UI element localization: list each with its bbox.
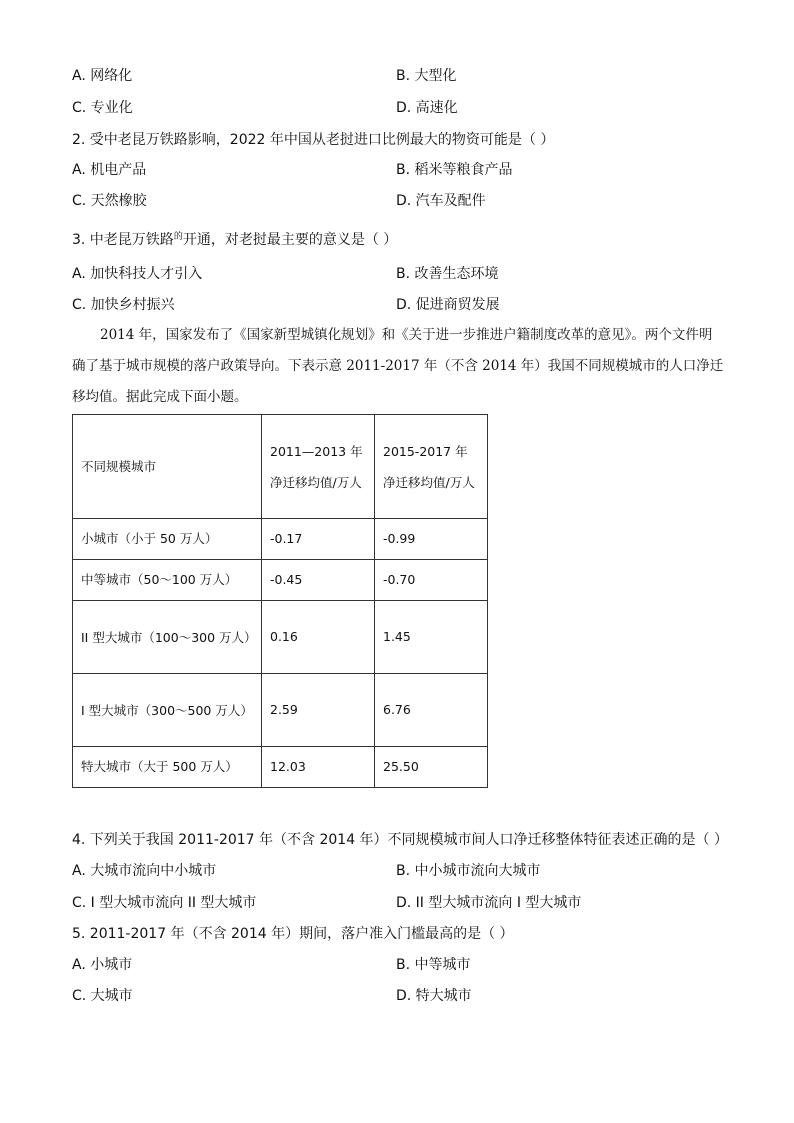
q2-option-c[interactable]: C. 天然橡胶	[72, 193, 147, 209]
q1-option-c[interactable]: C. 专业化	[72, 100, 133, 116]
migration-table	[72, 414, 488, 788]
city-name: 中等城市（50～100 万人）	[73, 560, 262, 601]
value-2015-2017: -0.70	[375, 560, 488, 601]
q5-option-b[interactable]: B. 中等城市	[396, 957, 471, 973]
table-row	[73, 519, 488, 560]
table-header-row	[73, 415, 488, 519]
q3-option-a[interactable]: A. 加快科技人才引入	[72, 266, 203, 282]
q5-option-row-2	[72, 984, 732, 1008]
q1-option-a[interactable]: A. 网络化	[72, 68, 133, 84]
q1-option-b[interactable]: B. 大型化	[396, 68, 457, 84]
q2-option-a[interactable]: A. 机电产品	[72, 162, 147, 178]
value-2015-2017: -0.99	[375, 519, 488, 560]
table-row	[73, 674, 488, 747]
q4-option-c[interactable]: C. I 型大城市流向 II 型大城市	[72, 895, 257, 911]
header-2011-2013: 2011—2013 年净迁移均值/万人	[262, 415, 375, 519]
q3-stem-start: 3. 中老昆万铁路	[72, 232, 174, 248]
q4-stem: 4. 下列关于我国 2011-2017 年（不含 2014 年）不同规模城市间人口净迁移整体特征表述正确的是（ ）	[72, 832, 728, 848]
q4-option-row-2	[72, 891, 732, 915]
q2-option-row-1	[72, 158, 732, 182]
q3-option-c[interactable]: C. 加快乡村振兴	[72, 297, 175, 313]
city-name: 小城市（小于 50 万人）	[73, 519, 262, 560]
q3-option-d[interactable]: D. 促进商贸发展	[396, 297, 500, 313]
q2-option-b[interactable]: B. 稻米等粮食产品	[396, 162, 513, 178]
passage-line-3: 移均值。据此完成下面小题。	[72, 389, 248, 405]
q2-option-d[interactable]: D. 汽车及配件	[396, 193, 486, 209]
q2-option-row-2	[72, 189, 732, 213]
q5-option-row-1	[72, 953, 732, 977]
q4-option-b[interactable]: B. 中小城市流向大城市	[396, 863, 541, 879]
table-row	[73, 747, 488, 788]
value-2015-2017: 25.50	[375, 747, 488, 788]
q3-option-row-2	[72, 293, 732, 317]
value-2011-2013: -0.17	[262, 519, 375, 560]
passage-line-2: 确了基于城市规模的落户政策导向。下表示意 2011-2017 年（不含 2014 年）我国不同规模城市的人口净迁	[72, 358, 724, 374]
passage	[72, 320, 732, 413]
passage-line-1: 2014 年，国家发布了《国家新型城镇化规划》和《关于进一步推进户籍制度改革的意见》。两个文件明	[100, 327, 713, 343]
header-2015-2017: 2015-2017 年净迁移均值/万人	[375, 415, 488, 519]
city-name: I 型大城市（300～500 万人）	[73, 674, 262, 747]
q5-option-c[interactable]: C. 大城市	[72, 988, 133, 1004]
value-2015-2017: 1.45	[375, 601, 488, 674]
q1-option-row-1	[72, 64, 732, 88]
q4-option-row-1	[72, 859, 732, 883]
q3-stem-end: 开通，对老挝最主要的意义是（ ）	[182, 232, 398, 248]
table-row	[73, 560, 488, 601]
city-name: 特大城市（大于 500 万人）	[73, 747, 262, 788]
q3-option-row-1	[72, 262, 732, 286]
q2-stem: 2. 受中老昆万铁路影响，2022 年中国从老挝进口比例最大的物资可能是（ ）	[72, 132, 555, 148]
q5-option-d[interactable]: D. 特大城市	[396, 988, 472, 1004]
q4-option-d[interactable]: D. II 型大城市流向 I 型大城市	[396, 895, 582, 911]
header-city-scale: 不同规模城市	[73, 415, 262, 519]
q1-option-d[interactable]: D. 高速化	[396, 100, 458, 116]
q5-stem: 5. 2011-2017 年（不含 2014 年）期间，落户准入门槛最高的是（ ）	[72, 926, 514, 942]
value-2011-2013: 2.59	[262, 674, 375, 747]
q5-option-a[interactable]: A. 小城市	[72, 957, 133, 973]
value-2011-2013: -0.45	[262, 560, 375, 601]
q3-stem-superscript: 的	[173, 232, 183, 242]
value-2011-2013: 0.16	[262, 601, 375, 674]
q4-option-a[interactable]: A. 大城市流向中小城市	[72, 863, 217, 879]
city-name: II 型大城市（100～300 万人）	[73, 601, 262, 674]
q1-option-row-2	[72, 96, 732, 120]
table-row	[73, 601, 488, 674]
q3-stem	[72, 228, 397, 252]
q3-option-b[interactable]: B. 改善生态环境	[396, 266, 499, 282]
value-2015-2017: 6.76	[375, 674, 488, 747]
value-2011-2013: 12.03	[262, 747, 375, 788]
